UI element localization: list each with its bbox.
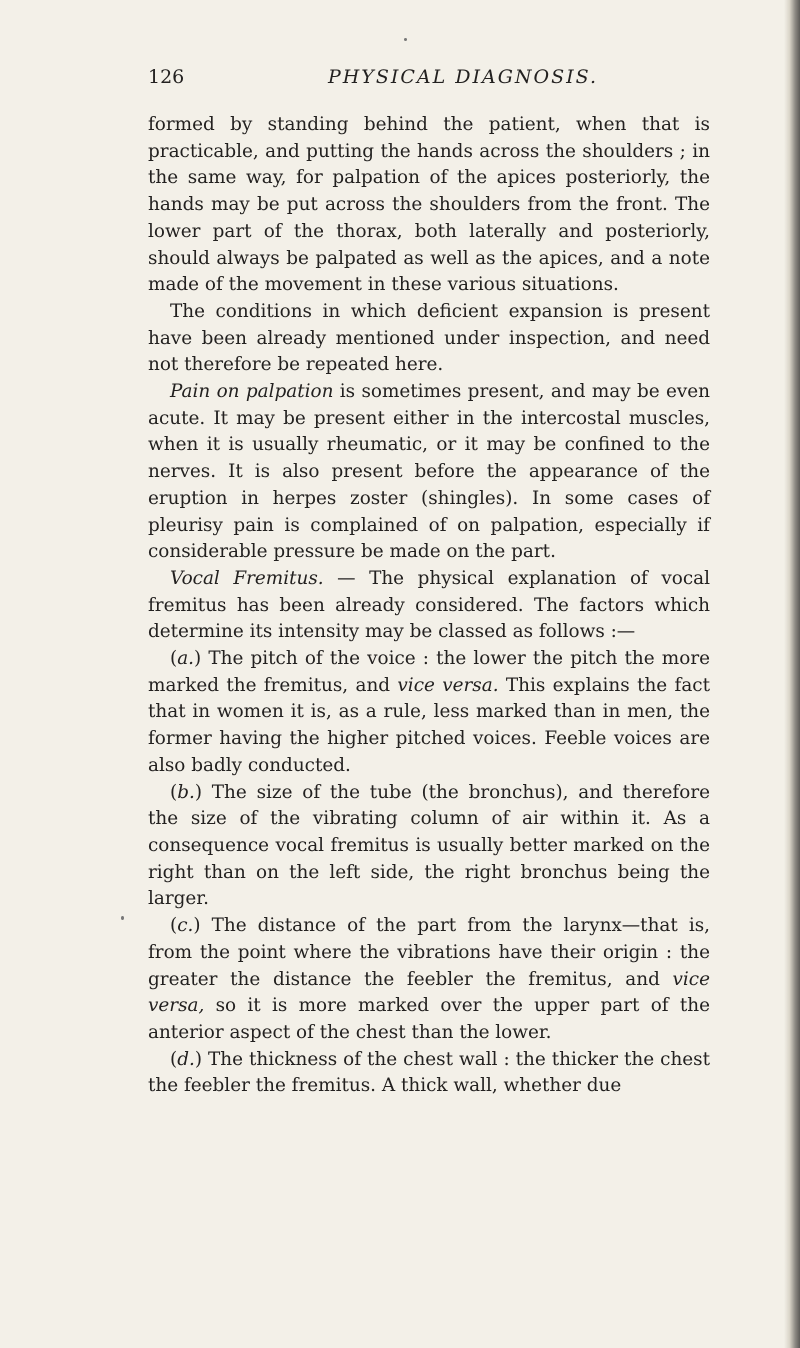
paragraph-text: The distance of the part from the larynx—that is, from the point where the vibrations have their origin : the greater the distance the feebler the fremitus, and — [148, 915, 710, 990]
paragraph-text: so it is more marked over the upper part of the anterior aspect of the chest than the lower. — [148, 995, 710, 1043]
paragraph-text: The pitch of the voice : the lower the pitch the more marked the fremitus, and — [148, 648, 710, 696]
list-marker-letter: c. — [177, 915, 194, 937]
paragraph-pain-on-palpation — [148, 379, 710, 566]
paragraph-text: formed by standing behind the patient, when that is practicable, and putting the hands across the shoulders ; in the same way, for palpation of the apices posteriorly, the hands may be put across the shoulders from the front. The lower part of the thorax, both laterally and posteriorly, should always be palpated as well as the apices, and a note made of the movement in these various situations. — [148, 114, 710, 296]
print-speck — [404, 38, 407, 41]
running-title: PHYSICAL DIAGNOSIS. — [327, 66, 599, 88]
paragraph-continuation — [148, 112, 710, 299]
paragraph-text: is sometimes present, and may be even acute. It may be present either in the intercostal muscles, when it is usually rheumatic, or it may be confined to the nerves. It is also present before the appearance of the eruption in herpes zoster (shingles). In some cases of pleurisy pain is complained of on palpation, especially if considerable pressure be made on the part. — [148, 381, 710, 563]
paragraph-text: The size of the tube (the bronchus), and therefore the size of the vibrating column of air within it. As a consequence vocal fremitus is usually better marked on the right than on the left side, the right bronchus being the larger. — [148, 781, 710, 910]
list-item-a — [148, 646, 710, 780]
list-marker-letter: a. — [177, 648, 194, 670]
list-marker: (a.) — [170, 648, 202, 670]
page-edge-shadow — [784, 0, 800, 1348]
list-marker: (b.) — [170, 781, 202, 803]
paragraph-text: The thickness of the chest wall : the thicker the chest the feebler the fremitus. A thick wall, whether due — [148, 1048, 710, 1097]
page-number: 126 — [148, 66, 185, 88]
paragraph-text: — The physical explanation of vocal fremitus has been already considered. The factors which determine its intensity may be classed as follows :— — [148, 567, 710, 643]
print-speck — [121, 916, 124, 920]
paragraph-deficient-expansion — [148, 299, 710, 379]
list-marker: (d.) — [170, 1048, 202, 1070]
paragraph-emphasis: vice versa. — [397, 674, 499, 696]
running-header — [148, 66, 708, 96]
paragraph-lead: Pain on palpation — [170, 381, 334, 403]
paragraph-lead: Vocal Fremitus. — [170, 567, 324, 589]
list-item-b — [148, 780, 710, 914]
list-item-c — [148, 913, 710, 1047]
list-marker-letter: d. — [177, 1048, 195, 1070]
list-marker: (c.) — [170, 915, 201, 937]
list-item-d — [148, 1047, 710, 1100]
body-text — [148, 112, 710, 1100]
paragraph-text: This explains the fact that in women it is, as a rule, less marked than in men, the former having the higher pitched voices. Feeble voices are also badly conducted. — [148, 674, 710, 776]
list-marker-letter: b. — [177, 781, 195, 803]
paragraph-emphasis: vice versa, — [148, 968, 710, 1017]
paragraph-text: The conditions in which deficient expansion is present have been already mentioned under inspection, and need not therefore be repeated here. — [148, 300, 710, 376]
paragraph-vocal-fremitus — [148, 566, 710, 646]
